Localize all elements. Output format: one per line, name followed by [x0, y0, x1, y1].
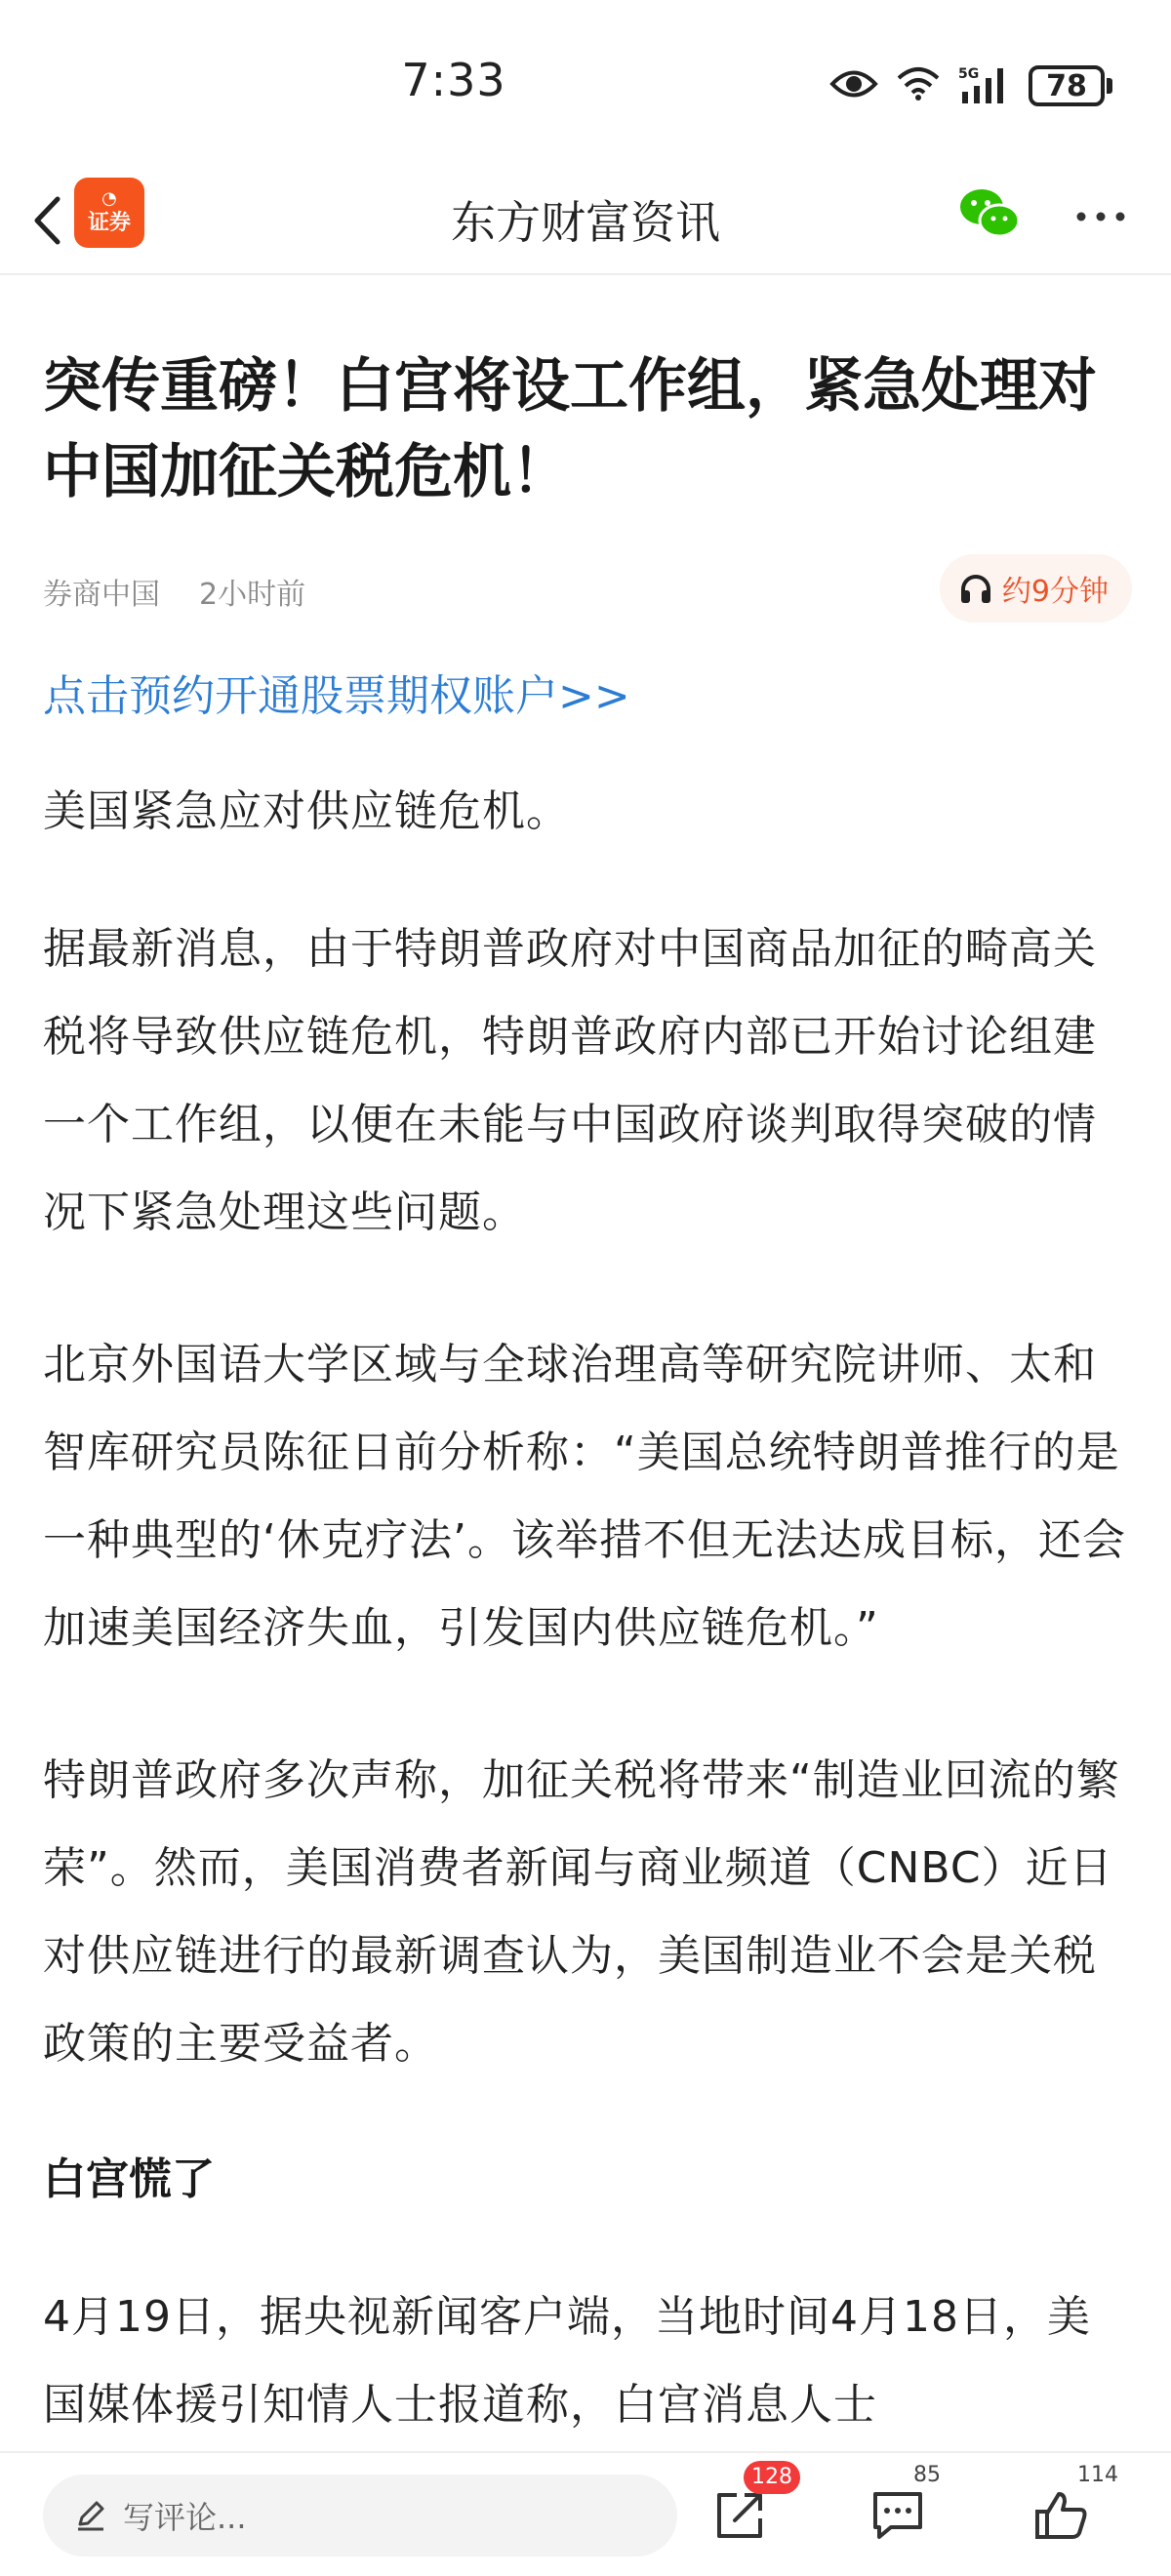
article-meta	[43, 554, 1132, 624]
comment-count: 85	[913, 2463, 941, 2487]
status-bar	[0, 0, 1171, 166]
headphones-icon	[959, 573, 992, 604]
logo-mark-icon: ◔	[101, 188, 117, 209]
comments-button[interactable]	[863, 2463, 941, 2551]
status-time: 7:33	[401, 54, 506, 106]
comment-placeholder: 写评论...	[123, 2499, 247, 2536]
app-logo[interactable]	[74, 178, 144, 248]
more-dots-icon	[1071, 195, 1130, 238]
battery-level: 78	[1029, 65, 1105, 106]
listen-duration: 约9分钟	[1001, 575, 1109, 609]
battery-icon	[1029, 65, 1112, 106]
comment-input[interactable]	[43, 2475, 677, 2556]
share-badge: 128	[744, 2461, 800, 2494]
wechat-share-button[interactable]	[958, 185, 1021, 248]
like-count: 114	[1077, 2463, 1118, 2487]
back-arrow-icon	[32, 195, 61, 246]
wifi-icon	[896, 66, 941, 105]
signal-icon	[958, 64, 1011, 107]
thumbs-up-icon	[1033, 2488, 1090, 2543]
listen-button[interactable]	[940, 554, 1132, 623]
article-paragraph: 特朗普政府多次声称，加征关税将带来“制造业回流的繁荣”。然而，美国消费者新闻与商业频道（CNBC）近日对供应链进行的最新调查认为，美国制造业不会是关税政策的主要受益者。	[43, 1755, 1120, 2069]
app-logo-text: 证券	[87, 211, 131, 235]
eye-icon	[829, 67, 878, 104]
network-type-label: 5G	[958, 66, 980, 82]
article-paragraph: 美国紧急应对供应链危机。	[43, 786, 570, 836]
nav-title: 东方财富资讯	[451, 196, 720, 249]
article-time: 2小时前	[199, 578, 306, 612]
open-options-account-link[interactable]: 点击预约开通股票期权账户>>	[43, 671, 630, 721]
article-paragraph: 北京外国语大学区域与全球治理高等研究院讲师、太和智库研究员陈征日前分析称：“美国总统特朗普推行的是一种典型的‘休克疗法’。该举措不但无法达成目标，还会加速美国经济失血，引发国内供应链危机。”	[43, 1340, 1126, 1653]
like-button[interactable]	[1027, 2463, 1118, 2551]
back-button[interactable]	[18, 187, 76, 254]
article-subheading: 白宫慌了	[43, 2154, 215, 2204]
comment-bubble-icon	[869, 2488, 926, 2543]
more-button[interactable]	[1071, 195, 1130, 238]
article-paragraph: 4月19日，据央视新闻客户端，当地时间4月18日，美国媒体援引知情人士报道称，白宫消息人士	[43, 2292, 1091, 2430]
nav-bar	[0, 166, 1171, 275]
article	[43, 275, 1132, 2449]
bottom-action-bar	[0, 2451, 1171, 2576]
article-paragraph: 据最新消息，由于特朗普政府对中国商品加征的畸高关税将导致供应链危机，特朗普政府内部已开始讨论组建一个工作组，以便在未能与中国政府谈判取得突破的情况下紧急处理这些问题。	[43, 924, 1097, 1237]
article-source[interactable]: 券商中国	[43, 578, 160, 612]
share-icon	[711, 2487, 768, 2544]
wechat-icon	[958, 185, 1021, 240]
pencil-icon	[74, 2499, 107, 2532]
status-icons	[829, 59, 1112, 113]
share-button[interactable]	[705, 2465, 792, 2551]
article-headline: 突传重磅！白宫将设工作组，紧急处理对中国加征关税危机！	[43, 352, 1097, 506]
